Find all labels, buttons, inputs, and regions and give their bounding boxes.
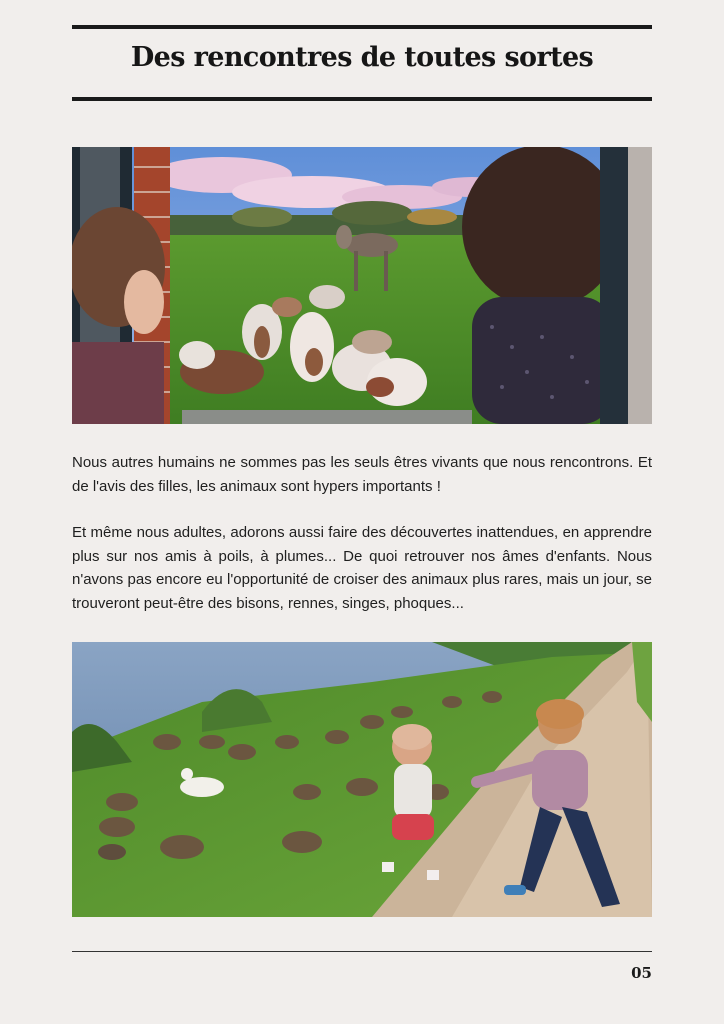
footer-rule	[72, 951, 652, 952]
page-title: Des rencontres de toutes sortes	[130, 42, 594, 73]
paragraph-intro: Nous autres humains ne sommes pas les seuls êtres vivants que nous rencontrons. Et de l'avis des filles, les animaux sont hypers importants !	[72, 454, 652, 495]
top-rule	[72, 25, 652, 29]
photo-children-chasing-ducks	[72, 642, 652, 917]
title-underline-rule	[72, 97, 652, 101]
page-number: 05	[631, 964, 652, 982]
photo-goats-through-window	[72, 147, 652, 424]
paragraph-discoveries: Et même nous adultes, adorons aussi faire des découvertes inattendues, en apprendre plus sur nos amis à poils, à plumes... De quoi retrouver nos âmes d'enfants. Nous n'avons pas encore eu l'opportunité de croiser des animaux plus rares, mais un jour, se trouveront peut-être des bisons, rennes, singes, phoques...	[72, 524, 652, 612]
